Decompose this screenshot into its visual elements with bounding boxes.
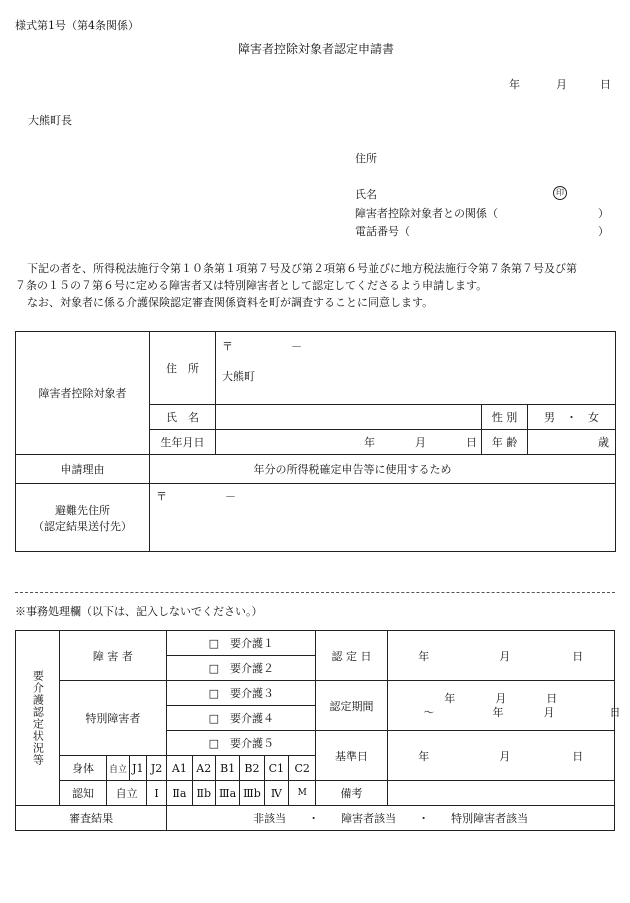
postal-line xyxy=(222,338,615,354)
period-end-year: 年 xyxy=(492,705,504,719)
reason-label: 申請理由 xyxy=(16,455,150,484)
period-end xyxy=(388,705,621,720)
body-grade-j1[interactable]: J1 xyxy=(129,756,146,781)
age-cell[interactable] xyxy=(528,430,616,455)
dob-label: 生年月日 xyxy=(150,430,216,455)
body-grade-independent[interactable]: 自立 xyxy=(107,756,129,781)
cert-year: 年 xyxy=(418,649,430,663)
cut-line xyxy=(15,592,615,593)
period-end-day: 日 xyxy=(609,705,621,719)
postal-mark: 〒 xyxy=(222,340,233,353)
gender-value[interactable]: 男 ・ 女 xyxy=(528,405,616,430)
base-day: 日 xyxy=(572,749,584,763)
evac-postal-mark: 〒 xyxy=(156,490,167,503)
cog-label: 認知 xyxy=(59,781,107,806)
dob-day: 日 xyxy=(466,436,477,449)
base-year: 年 xyxy=(418,749,430,763)
relation-close: ） xyxy=(598,207,609,220)
cert-date-label: 認 定 日 xyxy=(316,631,387,681)
period-end-month: 月 xyxy=(543,705,555,719)
disabled-label: 障 害 者 xyxy=(59,631,167,681)
evac-postal-line xyxy=(156,488,615,504)
consent-line: なお、対象者に係る介護保険認定審査関係資料を町が調査することに同意します。 xyxy=(27,296,434,309)
cog-grade-1[interactable]: Ⅰ xyxy=(146,781,166,806)
address-cell[interactable] xyxy=(216,332,616,405)
dob-year: 年 xyxy=(364,436,375,449)
applicant-name-label: 氏名 xyxy=(355,188,377,201)
office-note: ※事務処理欄（以下は、記入しないでください。） xyxy=(15,605,263,618)
request-line-2: ７条の１５の７第６号に定める障害者又は特別障害者として認定してくださるよう申請します。 xyxy=(15,279,488,292)
applicant-address-label: 住所 xyxy=(355,152,377,165)
phone-close: ） xyxy=(598,225,609,238)
cog-grade-m[interactable]: M xyxy=(289,781,316,806)
cert-period-cell[interactable] xyxy=(387,681,621,731)
evac-address-cell[interactable] xyxy=(150,484,616,552)
cert-period-label: 認定期間 xyxy=(316,681,387,731)
subject-label: 障害者控除対象者 xyxy=(16,332,150,455)
period-start xyxy=(388,692,614,706)
result-label: 審査結果 xyxy=(16,806,167,831)
base-date-label: 基準日 xyxy=(316,731,387,781)
page-title: 障害者控除対象者認定申請書 xyxy=(238,42,395,56)
cog-grade-independent[interactable]: 自立 xyxy=(107,781,147,806)
body-label: 身体 xyxy=(59,756,107,781)
cert-date-cell[interactable] xyxy=(387,631,614,681)
dob-cell[interactable] xyxy=(216,430,482,455)
body-grade-c1[interactable]: C1 xyxy=(264,756,288,781)
cog-grade-3b[interactable]: Ⅲb xyxy=(240,781,264,806)
period-start-month: 月 xyxy=(495,691,507,705)
cog-grade-4[interactable]: Ⅳ xyxy=(264,781,288,806)
care-level-2[interactable]: □ 要介護２ xyxy=(167,656,316,681)
special-label: 特別障害者 xyxy=(59,681,167,756)
request-line-1: 下記の者を、所得税法施行令第１０条第１項第７号及び第２項第６号並びに地方税法施行令第７条第７号及び第 xyxy=(27,262,577,275)
body-grade-a2[interactable]: A2 xyxy=(192,756,215,781)
reason-value: 年分の所得税確定申告等に使用するため xyxy=(150,455,616,484)
postal-dash: － xyxy=(291,340,302,353)
period-start-day: 日 xyxy=(546,691,558,705)
date-year-label: 年 xyxy=(509,78,520,91)
address-label: 住 所 xyxy=(150,332,216,405)
evac-label-line2: （認定結果送付先） xyxy=(33,519,132,533)
gender-label: 性 別 xyxy=(482,405,528,430)
evac-label-line1: 避難先住所 xyxy=(55,503,110,517)
office-table xyxy=(15,630,621,831)
age-label: 年 齢 xyxy=(482,430,528,455)
relation-label: 障害者控除対象者との関係（ xyxy=(355,207,498,220)
period-tilde: ～ xyxy=(423,705,435,719)
remarks-label: 備考 xyxy=(316,781,387,806)
name-cell[interactable] xyxy=(216,405,482,430)
cert-month: 月 xyxy=(499,649,511,663)
request-paragraph xyxy=(15,260,615,311)
cog-grade-2b[interactable]: Ⅱb xyxy=(192,781,215,806)
phone-label: 電話番号（ xyxy=(355,225,410,238)
body-grade-b2[interactable]: B2 xyxy=(240,756,264,781)
care-status-label xyxy=(16,631,60,806)
cog-grade-3a[interactable]: Ⅲa xyxy=(215,781,239,806)
town-name: 大熊町 xyxy=(222,370,255,383)
base-date-cell[interactable] xyxy=(387,731,614,781)
cert-day: 日 xyxy=(572,649,584,663)
date-month-label: 月 xyxy=(556,78,567,91)
addressee: 大熊町長 xyxy=(28,114,72,127)
body-grade-j2[interactable]: J2 xyxy=(146,756,166,781)
evac-postal-dash: － xyxy=(225,490,236,503)
evac-label xyxy=(16,484,150,552)
care-status-text: 要介護認定状況等 xyxy=(31,670,45,766)
age-unit: 歳 xyxy=(598,436,609,449)
dob-month: 月 xyxy=(415,436,426,449)
care-level-3[interactable]: □ 要介護３ xyxy=(167,681,316,706)
care-level-4[interactable]: □ 要介護４ xyxy=(167,706,316,731)
subject-table xyxy=(15,331,616,552)
result-options[interactable]: 非該当 ・ 障害者該当 ・ 特別障害者該当 xyxy=(167,806,615,831)
period-start-year: 年 xyxy=(444,691,456,705)
seal-mark xyxy=(553,185,567,200)
body-grade-a1[interactable]: A1 xyxy=(167,756,192,781)
body-grade-c2[interactable]: C2 xyxy=(289,756,316,781)
cog-grade-2a[interactable]: Ⅱa xyxy=(167,781,192,806)
date-day-label: 日 xyxy=(600,78,611,91)
base-month: 月 xyxy=(499,749,511,763)
care-level-1[interactable]: □ 要介護１ xyxy=(167,631,316,656)
remarks-cell[interactable] xyxy=(387,781,614,806)
seal-icon: 印 xyxy=(553,186,567,200)
name-label: 氏 名 xyxy=(150,405,216,430)
care-level-5[interactable]: □ 要介護５ xyxy=(167,731,316,756)
body-grade-b1[interactable]: B1 xyxy=(215,756,239,781)
form-number: 様式第1号（第4条関係） xyxy=(15,19,139,32)
